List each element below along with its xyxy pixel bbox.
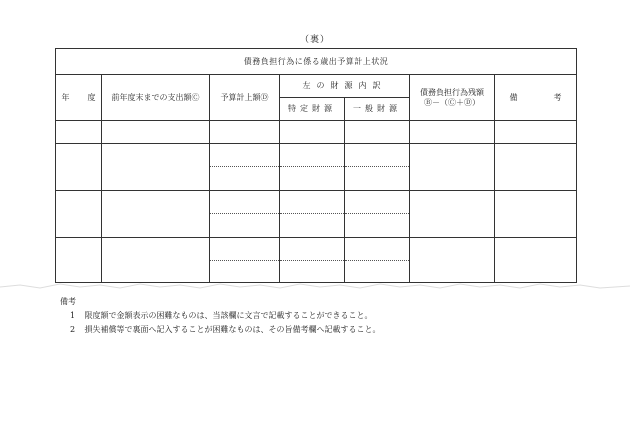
- table-cell: [495, 121, 577, 144]
- note-text: 限度額で金額表示の困難なものは、当該欄に文言で記載することができること。: [84, 311, 373, 320]
- note-item: [60, 323, 381, 337]
- table-cell: [495, 238, 577, 283]
- note-item: [60, 309, 381, 323]
- note-number: 1: [70, 311, 76, 320]
- table-cell: [280, 214, 345, 238]
- table-title: 債務負担行為に係る歳出予算計上状況: [56, 49, 577, 75]
- table-cell: [56, 191, 102, 238]
- table-cell: [345, 214, 410, 238]
- table-cell: [102, 144, 210, 191]
- table-cell: [102, 121, 210, 144]
- table-cell: [280, 144, 345, 167]
- table-cell: [56, 238, 102, 283]
- table-cell: [345, 121, 410, 144]
- table-row: [56, 191, 577, 214]
- table-cell: [280, 238, 345, 261]
- budget-status-table: [55, 48, 598, 283]
- header-biko: 備考: [495, 75, 577, 121]
- table-cell: [56, 144, 102, 191]
- table-cell: [280, 167, 345, 191]
- header-hidari-zaigen: 左の財源内訳: [280, 75, 410, 98]
- table-cell: [210, 144, 280, 167]
- table-cell: [210, 167, 280, 191]
- table-cell: [410, 144, 495, 191]
- table-row: [56, 121, 577, 144]
- table-cell: [102, 238, 210, 283]
- table-cell: [210, 238, 280, 261]
- table-cell: [102, 191, 210, 238]
- header-nendo: 年度: [56, 75, 102, 121]
- table-row: [56, 238, 577, 261]
- table-cell: [210, 261, 280, 283]
- torn-edge: [0, 282, 630, 292]
- table-cell: [410, 191, 495, 238]
- table-cell: [495, 144, 577, 191]
- table-cell: [410, 238, 495, 283]
- form-side-label: （裏）: [299, 35, 330, 45]
- table-cell: [210, 214, 280, 238]
- table-cell: [345, 191, 410, 214]
- header-zangaku-line2: Ⓑ－（Ⓒ＋Ⓓ）: [424, 97, 480, 107]
- table-cell: [410, 121, 495, 144]
- table-row: [56, 144, 577, 167]
- table-cell: [280, 191, 345, 214]
- table-cell: [345, 167, 410, 191]
- table-cell: [210, 121, 280, 144]
- table-cell: [345, 261, 410, 283]
- header-zangaku: [410, 75, 495, 121]
- notes-section: [60, 295, 381, 337]
- header-ippan-zaigen: 一般財源: [345, 98, 410, 121]
- header-zennendo-shishutsu: 前年度末までの支出額Ⓒ: [102, 75, 210, 121]
- table-cell: [210, 191, 280, 214]
- header-tokutei-zaigen: 特定財源: [280, 98, 345, 121]
- note-text: 損失補償等で裏面へ記入することが困難なものは、その旨備考欄へ記載すること。: [84, 325, 381, 334]
- note-number: 2: [70, 325, 76, 334]
- table-cell: [345, 238, 410, 261]
- header-yosan-keijo: 予算計上額Ⓓ: [210, 75, 280, 121]
- table-cell: [280, 261, 345, 283]
- header-zangaku-line1: 債務負担行為残額: [420, 87, 484, 97]
- table-cell: [495, 191, 577, 238]
- table-cell: [56, 121, 102, 144]
- table-cell: [345, 144, 410, 167]
- notes-heading: 備考: [60, 297, 76, 306]
- table-cell: [280, 121, 345, 144]
